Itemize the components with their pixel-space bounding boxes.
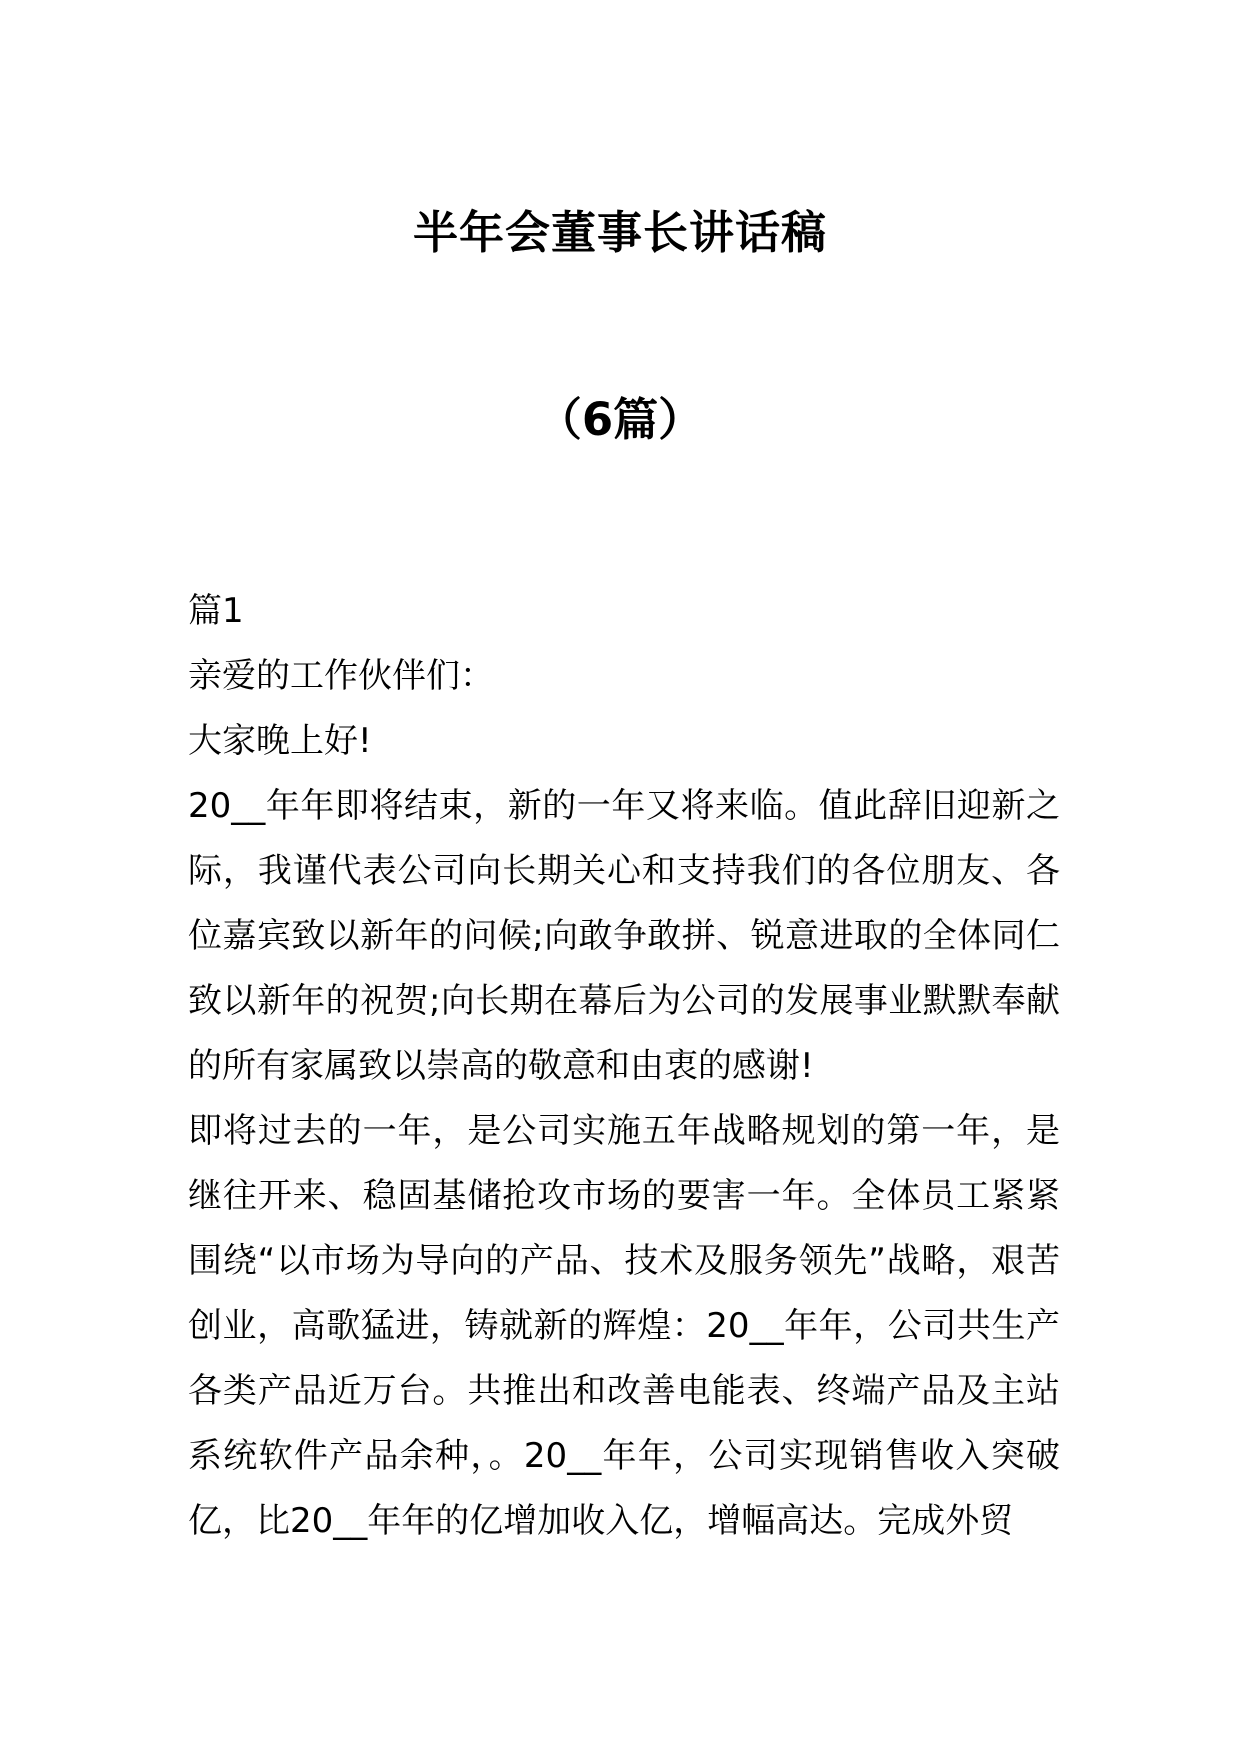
section-heading: 篇1	[188, 591, 244, 631]
document-body	[188, 579, 1060, 1554]
greeting: 大家晚上好!	[188, 721, 372, 761]
body-paragraph: 20__年年即将结束，新的一年又将来临。值此辞旧迎新之际，我谨代表公司向长期关心和支持我们的各位朋友、各位嘉宾致以新年的问候;向敢争敢拼、锐意进取的全体同仁致以新年的祝贺;向长期在幕后为公司的发展事业默默奉献的所有家属致以崇高的敬意和由衷的感谢!	[188, 786, 1060, 1086]
document-title: 半年会董事长讲话稿	[412, 206, 827, 259]
salutation: 亲爱的工作伙伴们：	[188, 656, 494, 696]
body-paragraph: 即将过去的一年，是公司实施五年战略规划的第一年，是继往开来、稳固基储抢攻市场的要害一年。全体员工紧紧围绕“以市场为导向的产品、技术及服务领先”战略，艰苦创业，高歌猛进，铸就新的辉煌：20__年年，公司共生产各类产品近万台。共推出和改善电能表、终端产品及主站系统软件产品余种，。20__年年，公司实现销售收入突破亿，比20__年年的亿增加收入亿，增幅高达。完成外贸	[188, 1111, 1060, 1541]
document-subtitle: （6篇）	[536, 393, 704, 446]
